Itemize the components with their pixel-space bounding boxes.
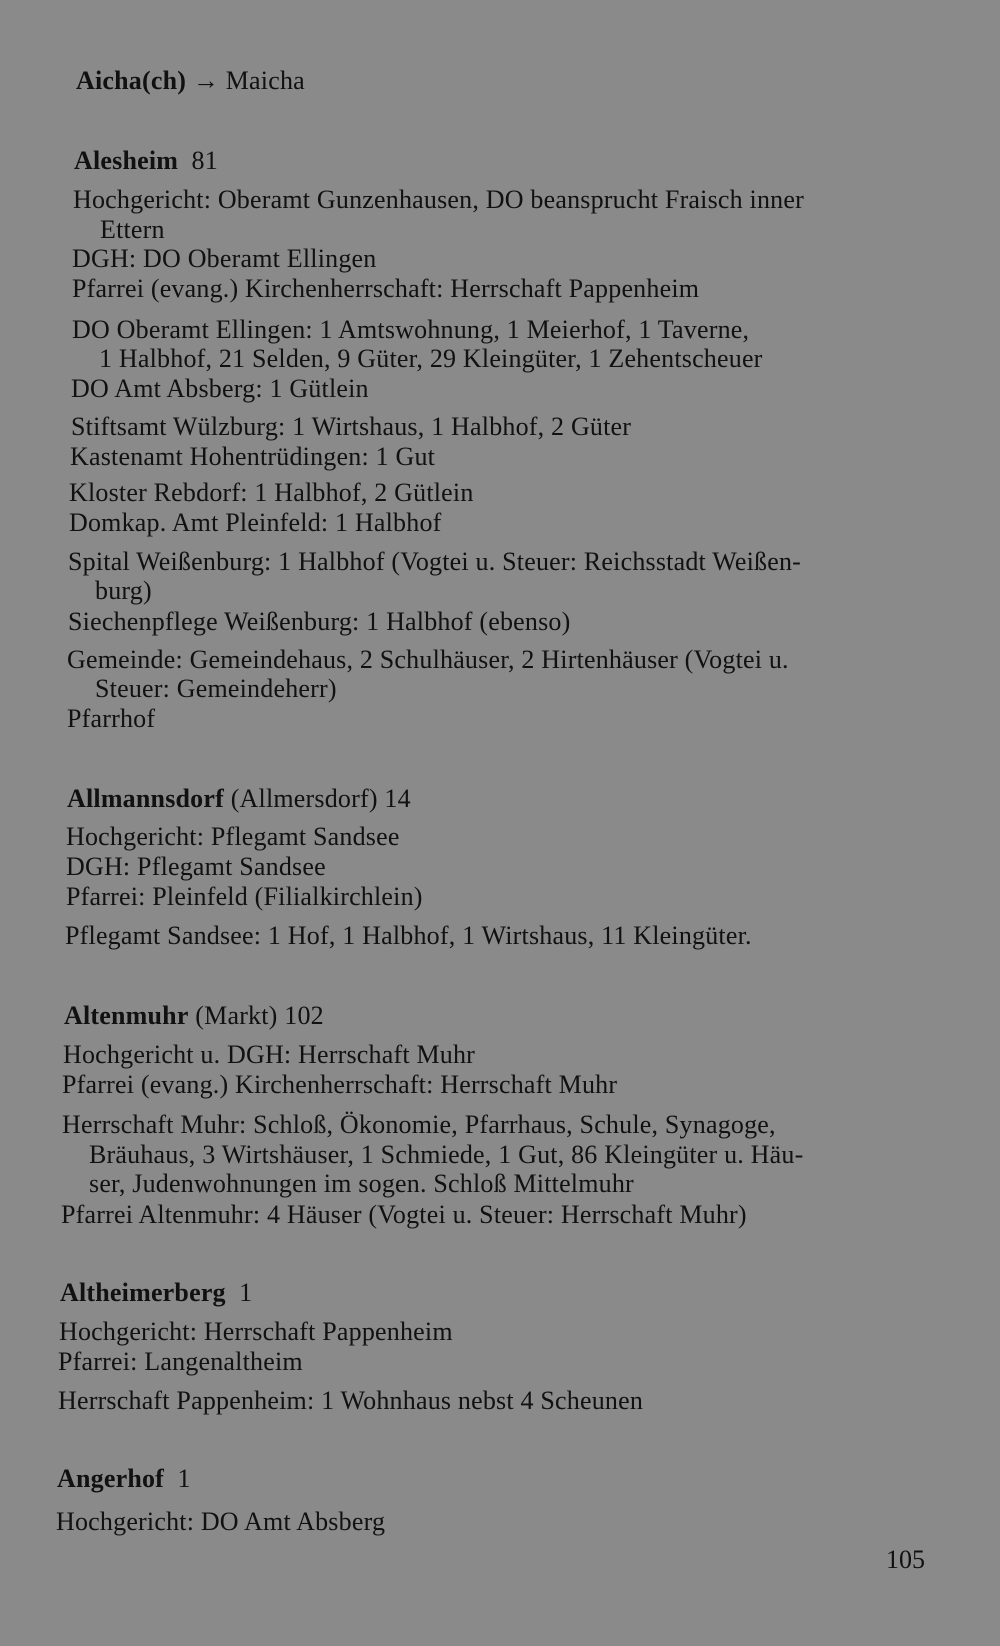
entry-line: DO Amt Absberg: 1 Gütlein [71,374,369,403]
entry-line: Pfarrei Altenmuhr: 4 Häuser (Vogtei u. Steuer: Herrschaft Muhr) [61,1200,747,1229]
entry-line: Pfarrei: Pleinfeld (Filialkirchlein) [66,882,423,911]
entry-heading [57,1464,191,1494]
entry-line: Pfarrhof [67,704,156,733]
entry-name: Altheimerberg [60,1278,226,1307]
entry-line: 1 Halbhof, 21 Selden, 9 Güter, 29 Kleingüter, 1 Zehentscheuer [99,344,763,373]
entry-line: Hochgericht: Oberamt Gunzenhausen, DO beansprucht Fraisch inner [73,185,804,214]
entry-suffix: → Maicha [192,66,305,95]
entry-line: Steuer: Gemeindeherr) [95,674,337,703]
entry-line: Herrschaft Pappenheim: 1 Wohnhaus nebst 4 Scheunen [58,1386,644,1415]
entry-heading [64,1001,324,1031]
entry-line: Bräuhaus, 3 Wirtshäuser, 1 Schmiede, 1 Gut, 86 Kleingüter u. Häu- [89,1140,804,1169]
entry-line: Siechenpflege Weißenburg: 1 Halbhof (ebenso) [68,607,571,636]
entry-name: Aicha(ch) [76,66,187,95]
entry-line: Hochgericht: Herrschaft Pappenheim [59,1317,453,1346]
entry-line: Kastenamt Hohentrüdingen: 1 Gut [70,442,436,471]
entry-line: Domkap. Amt Pleinfeld: 1 Halbhof [69,508,442,537]
entry-line: Pflegamt Sandsee: 1 Hof, 1 Halbhof, 1 Wirtshaus, 11 Kleingüter. [65,921,752,950]
entry-suffix: 1 [239,1278,253,1307]
entry-line: DGH: DO Oberamt Ellingen [72,244,377,273]
page-number: 105 [886,1545,925,1574]
entry-line: DO Oberamt Ellingen: 1 Amtswohnung, 1 Meierhof, 1 Taverne, [72,315,750,344]
entry-line: Hochgericht: DO Amt Absberg [56,1507,386,1536]
entry-suffix: (Allmersdorf) 14 [230,784,411,813]
entry-suffix: 81 [191,146,218,175]
entry-line: Kloster Rebdorf: 1 Halbhof, 2 Gütlein [69,478,474,507]
entry-line: ser, Judenwohnungen im sogen. Schloß Mittelmuhr [89,1169,634,1198]
entry-line: Pfarrei (evang.) Kirchenherrschaft: Herrschaft Muhr [62,1070,618,1099]
entry-line: DGH: Pflegamt Sandsee [66,852,326,881]
entry-suffix: 1 [177,1464,191,1493]
entry-heading [76,66,305,96]
entry-name: Alesheim [74,146,179,175]
entry-line: Spital Weißenburg: 1 Halbhof (Vogtei u. Steuer: Reichsstadt Weißen- [68,547,802,576]
entry-line: Hochgericht u. DGH: Herrschaft Muhr [63,1040,476,1069]
entry-line: Stiftsamt Wülzburg: 1 Wirtshaus, 1 Halbhof, 2 Güter [71,412,632,441]
entry-name: Angerhof [57,1464,165,1493]
entry-line: Pfarrei (evang.) Kirchenherrschaft: Herrschaft Pappenheim [72,274,700,303]
entry-name: Altenmuhr [64,1001,189,1030]
entry-suffix: (Markt) 102 [195,1001,324,1030]
entry-heading [67,784,411,814]
entry-heading [74,146,218,176]
entry-line: Pfarrei: Langenaltheim [58,1347,303,1376]
entry-name: Allmannsdorf [67,784,224,813]
entry-line: Hochgericht: Pflegamt Sandsee [66,822,400,851]
entry-line: Ettern [100,215,165,244]
entry-line: burg) [95,576,152,605]
entry-line: Gemeinde: Gemeindehaus, 2 Schulhäuser, 2 Hirtenhäuser (Vogtei u. [67,645,789,674]
entry-heading [60,1278,252,1308]
entry-line: Herrschaft Muhr: Schloß, Ökonomie, Pfarrhaus, Schule, Synagoge, [62,1110,776,1139]
